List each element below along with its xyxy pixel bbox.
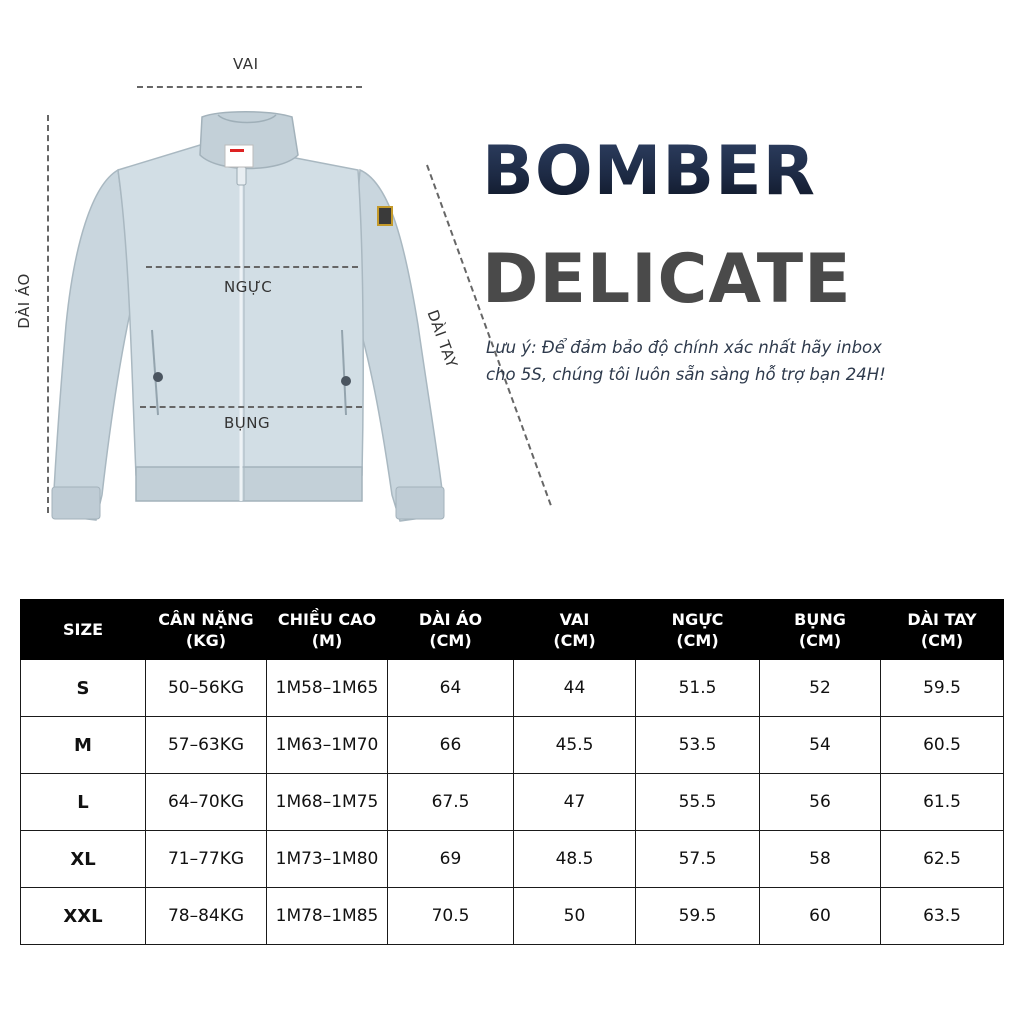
shoulder-measure-line [137, 86, 362, 88]
table-row [21, 717, 1004, 774]
note-line-2: cho 5S, chúng tôi luôn sẵn sàng hỗ trợ bạn 24H! [486, 365, 886, 384]
column-header-line2: (CM) [798, 630, 842, 650]
right-cuff [396, 487, 444, 519]
note-line-1: Lưu ý: Để đảm bảo độ chính xác nhất hãy inbox [486, 338, 882, 357]
sleeve-badge [378, 207, 392, 225]
right-sleeve [350, 170, 443, 521]
table-cell: 1M68–1M75 [267, 774, 388, 831]
table-row [21, 660, 1004, 717]
table-cell: 64 [388, 660, 514, 717]
table-cell: 1M78–1M85 [267, 888, 388, 945]
table-cell: 50–56KG [146, 660, 267, 717]
table-cell: 63.5 [881, 888, 1004, 945]
table-cell: 47 [514, 774, 636, 831]
table-cell: 44 [514, 660, 636, 717]
table-cell: 45.5 [514, 717, 636, 774]
table-cell: 53.5 [636, 717, 760, 774]
hem-band [136, 467, 362, 501]
neck-tag [225, 145, 253, 167]
size-cell: S [21, 660, 146, 717]
table-cell: 70.5 [388, 888, 514, 945]
column-header-line2: (KG) [185, 630, 227, 650]
chest-measure-line [146, 266, 358, 268]
column-header-line1: DÀI TAY [907, 609, 977, 629]
table-cell: 61.5 [881, 774, 1004, 831]
table-cell: 1M63–1M70 [267, 717, 388, 774]
table-row [21, 831, 1004, 888]
table-cell: 64–70KG [146, 774, 267, 831]
shoulder-label: VAI [233, 55, 259, 73]
size-cell: M [21, 717, 146, 774]
title-delicate: DELICATE [482, 240, 852, 319]
size-cell: L [21, 774, 146, 831]
column-header [514, 600, 636, 660]
column-header-line1: CHIỀU CAO [277, 609, 377, 629]
table-cell: 55.5 [636, 774, 760, 831]
table-cell: 57.5 [636, 831, 760, 888]
column-header-line2: (CM) [676, 630, 719, 650]
column-header-line2: (CM) [920, 630, 964, 650]
table-cell: 69 [388, 831, 514, 888]
table-cell: 60.5 [881, 717, 1004, 774]
header-row [21, 600, 1004, 660]
column-header-line2: (CM) [553, 630, 596, 650]
table-cell: 54 [760, 717, 881, 774]
left-sleeve [54, 170, 134, 520]
table-cell: 50 [514, 888, 636, 945]
table-cell: 66 [388, 717, 514, 774]
table-cell: 67.5 [388, 774, 514, 831]
table-cell: 62.5 [881, 831, 1004, 888]
column-header [146, 600, 267, 660]
column-header [636, 600, 760, 660]
column-header-line1: CÂN NẶNG [158, 609, 254, 629]
table-cell: 51.5 [636, 660, 760, 717]
waist-measure-line [140, 406, 362, 408]
chest-label: NGỰC [224, 278, 273, 296]
table-cell: 59.5 [881, 660, 1004, 717]
size-chart-table [20, 599, 1004, 945]
column-header [388, 600, 514, 660]
table-cell: 57–63KG [146, 717, 267, 774]
column-header [267, 600, 388, 660]
column-header [881, 600, 1004, 660]
table-cell: 60 [760, 888, 881, 945]
table-cell: 1M58–1M65 [267, 660, 388, 717]
table-cell: 1M73–1M80 [267, 831, 388, 888]
column-header-line1: DÀI ÁO [418, 609, 483, 629]
table-cell: 78–84KG [146, 888, 267, 945]
size-cell: XL [21, 831, 146, 888]
column-header [21, 600, 146, 660]
waist-label: BỤNG [224, 414, 271, 432]
table-row [21, 888, 1004, 945]
column-header-line1: NGỰC [671, 609, 724, 629]
column-header-line2: (M) [311, 630, 343, 650]
title-bomber: BOMBER [482, 132, 816, 211]
column-header [760, 600, 881, 660]
length-label: DÀI ÁO [14, 273, 33, 329]
column-header-line1: VAI [559, 609, 590, 629]
left-cuff [52, 487, 100, 519]
column-header-line1: BỤNG [794, 609, 846, 629]
size-cell: XXL [21, 888, 146, 945]
note-text [486, 334, 946, 388]
table-cell: 58 [760, 831, 881, 888]
bomber-jacket-image [40, 95, 470, 535]
table-cell: 71–77KG [146, 831, 267, 888]
column-header-line2: (CM) [429, 630, 472, 650]
table-row [21, 774, 1004, 831]
table-cell: 52 [760, 660, 881, 717]
table-cell: 59.5 [636, 888, 760, 945]
table-cell: 48.5 [514, 831, 636, 888]
column-header-line1: SIZE [62, 620, 103, 639]
table-cell: 56 [760, 774, 881, 831]
sleeve-label: DÀI TAY [423, 307, 462, 371]
